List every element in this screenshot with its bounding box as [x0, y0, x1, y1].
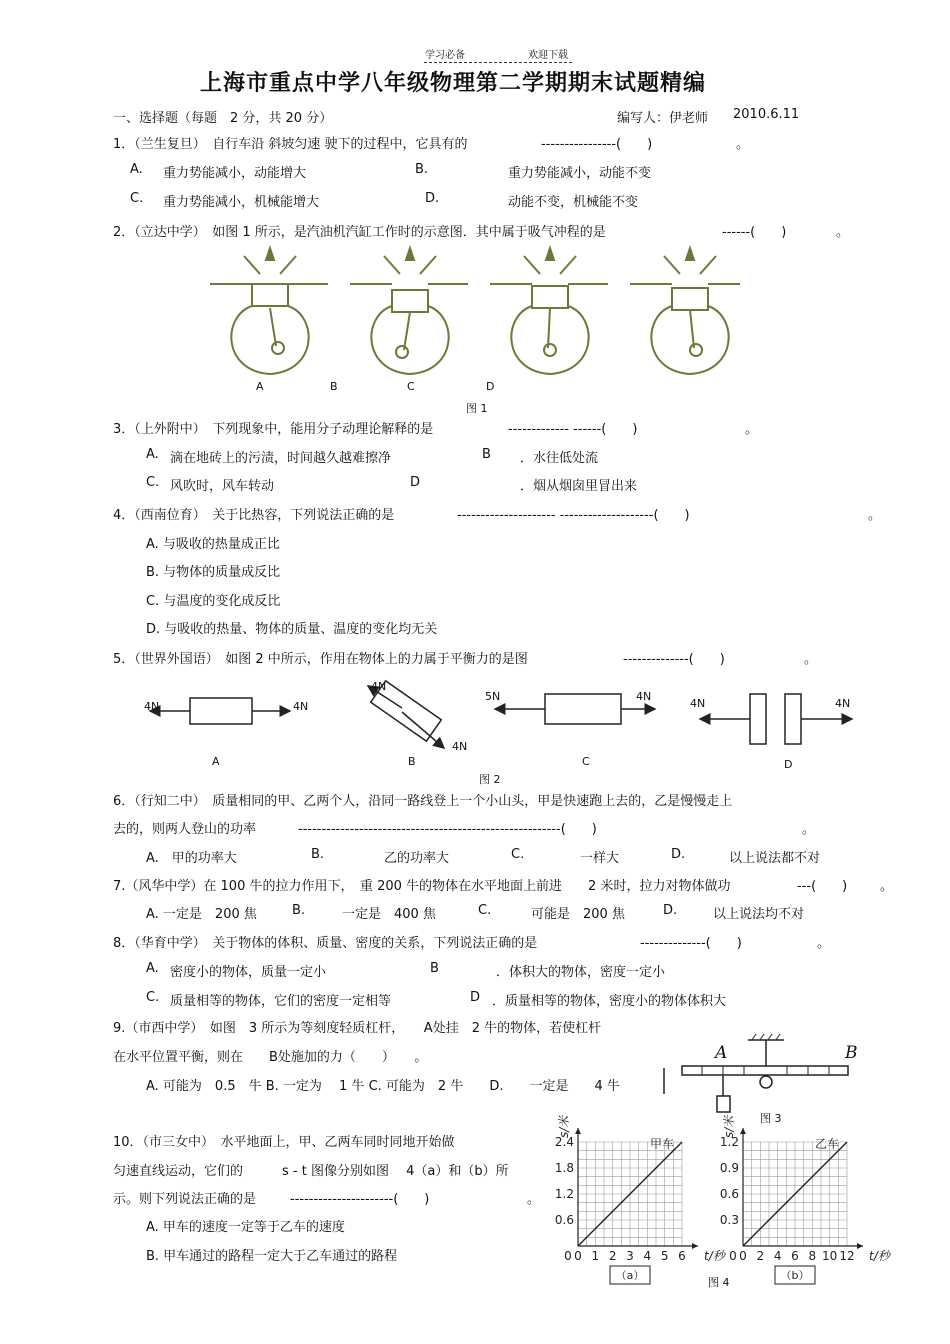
y-axis-arrow [575, 1128, 581, 1134]
q2-blank: ------( ) [722, 225, 787, 240]
q8-option-a-letter: A. [146, 961, 159, 976]
q6-option-b-letter: B. [311, 847, 325, 862]
q1-option-d: 动能不变，机械能不变 [508, 195, 639, 210]
q8-option-c: 质量相等的物体，它们的密度一定相等 [170, 994, 392, 1009]
q1-option-b: 重力势能减小，动能不变 [508, 166, 652, 181]
y-tick-label: 1.8 [554, 1161, 574, 1175]
fig1-label-a: A [256, 380, 264, 393]
q6-blank: --------------------------------------------------------( ) [298, 822, 597, 837]
x-axis-arrow [692, 1243, 698, 1249]
x-tick-label: 12 [839, 1249, 855, 1263]
q8-blank: --------------( ) [640, 936, 742, 951]
q1-option-a-letter: A. [130, 162, 143, 177]
fig2-caption: 图 2 [479, 773, 501, 786]
y-axis-label: s/米 [557, 1115, 571, 1138]
header-rule [424, 62, 572, 63]
q4-option-d: D. 与吸收的热量、物体的质量、温度的变化均无关 [146, 622, 438, 637]
fig2-a-right-force: 4N [293, 700, 309, 713]
fig2-label-a: A [212, 755, 220, 768]
fig1-label-c: C [407, 380, 415, 393]
q7-option-a: A. 一定是 200 焦 [146, 907, 257, 922]
q9-options: A. 可能为 0.5 牛 B. 一定为 1 牛 C. 可能为 2 牛 D. 一定是 4 牛 [146, 1079, 620, 1094]
q8-option-b: ．体积大的物体，密度一定小 [496, 965, 666, 980]
q5-blank: --------------( ) [623, 652, 725, 667]
fig1-label-b: B [330, 380, 338, 393]
q6-option-c: 一样大 [580, 851, 620, 866]
q2-end: 。 [836, 225, 850, 240]
q3-stem: 3．（上外附中） 下列现象中，能用分子动理论解释的是 [113, 422, 434, 437]
fig3-caption: 图 3 [760, 1112, 782, 1125]
q10-option-b: B. 甲车通过的路程一定大于乙车通过的路程 [146, 1249, 398, 1264]
q9-line2: 在水平位置平衡，则在 B处施加的力（ ） 。 [113, 1050, 428, 1065]
q2-stem: 2．（立达中学） 如图 1 所示，是汽油机汽缸工作时的示意图．其中属于吸气冲程的是 [113, 225, 606, 240]
q1-stem: 1．（兰生复旦） 自行车沿 斜坡匀速 驶下的过程中，它具有的 [113, 137, 468, 152]
q1-end: 。 [736, 137, 750, 152]
date: 2010.6.11 [733, 107, 800, 122]
fig2-c-right-force: 4N [636, 690, 652, 703]
fig4-caption: 图 4 [708, 1276, 730, 1289]
header-left: 学习必备 [425, 50, 465, 61]
header-right: 欢迎下载 [528, 50, 568, 61]
engine-c [490, 248, 608, 374]
x-tick-label: 5 [660, 1249, 669, 1263]
q3-option-a-letter: A. [146, 447, 159, 462]
fig3-label-b: B [845, 1043, 858, 1063]
fig1-label-d: D [486, 380, 495, 393]
q4-option-a: A. 与吸收的热量成正比 [146, 537, 280, 552]
q1-option-c: 重力势能减小，机械能增大 [163, 195, 320, 210]
x-tick-label: 2 [608, 1249, 617, 1263]
fig2-d-right-force: 4N [835, 697, 851, 710]
fig2-b-top-force: 4N [371, 680, 387, 693]
q7-end: 。 [880, 879, 894, 894]
q4-end: 。 [868, 508, 882, 523]
q7-blank: ---( ) [797, 879, 848, 894]
fig3-label-a: A [715, 1043, 728, 1063]
q3-option-b: ．水往低处流 [520, 451, 599, 466]
origin-label: 0 [564, 1249, 572, 1263]
q8-option-d-letter: D [470, 990, 481, 1005]
fig2-b-bottom-force: 4N [452, 740, 468, 753]
fig1-caption: 图 1 [466, 402, 488, 415]
chart-title: 甲车 [650, 1137, 675, 1151]
x-tick-label: 0 [574, 1249, 582, 1263]
y-tick-label: 0.3 [719, 1213, 739, 1227]
y-tick-label: 1.2 [554, 1187, 574, 1201]
fig2-label-b: B [408, 755, 416, 768]
q4-blank: --------------------- --------------------( ) [457, 508, 690, 523]
q7-stem: 7.（风华中学）在 100 牛的拉力作用下， 重 200 牛的物体在水平地面上前进 2 米时，拉力对物体做功 [113, 879, 731, 894]
q3-end: 。 [745, 422, 759, 437]
q6-option-d: 以上说法都不对 [729, 851, 821, 866]
x-tick-label: 2 [756, 1249, 765, 1263]
author: 编写人：伊老师 [617, 111, 709, 126]
x-axis-label: t/秒 [704, 1249, 725, 1263]
panel-label: （b） [780, 1269, 810, 1282]
engine-a [210, 248, 328, 374]
q8-option-c-letter: C. [146, 990, 160, 1005]
q4-option-b: B. 与物体的质量成反比 [146, 565, 281, 580]
origin-label: 0 [729, 1249, 737, 1263]
q10-option-a: A. 甲车的速度一定等于乙车的速度 [146, 1220, 345, 1235]
q6-end: 。 [802, 822, 816, 837]
x-tick-label: 1 [591, 1249, 600, 1263]
q1-option-a: 重力势能减小，动能增大 [163, 166, 307, 181]
q10-line2: 匀速直线运动，它们的 s - t 图像分别如图 4（a）和（b）所 [113, 1164, 509, 1179]
x-tick-label: 0 [739, 1249, 747, 1263]
q7-option-c-letter: C. [478, 903, 492, 918]
y-tick-label: 0.6 [554, 1213, 574, 1227]
q5-stem: 5．（世界外国语） 如图 2 中所示，作用在物体上的力属于平衡力的是图 [113, 652, 528, 667]
page-title: 上海市重点中学八年级物理第二学期期末试题精编 [200, 71, 707, 96]
y-tick-label: 1.2 [719, 1135, 739, 1149]
fig2-d-left-force: 4N [690, 697, 706, 710]
fig2-c-left-force: 5N [485, 690, 501, 703]
fig2-label-d: D [784, 758, 793, 771]
q1-option-d-letter: D. [425, 191, 440, 206]
q3-option-c: 风吹时，风车转动 [170, 479, 275, 494]
x-axis-arrow [857, 1243, 863, 1249]
fig2-a-left-force: 4N [144, 700, 160, 713]
q1-blank: ----------------( ) [541, 137, 653, 152]
q3-option-c-letter: C. [146, 475, 160, 490]
x-tick-label: 4 [773, 1249, 782, 1263]
q3-option-d: ．烟从烟囱里冒出来 [520, 479, 638, 494]
panel-label: （a） [615, 1269, 645, 1282]
q3-option-a: 滴在地砖上的污渍，时间越久越难擦净 [170, 451, 392, 466]
q6-option-a: A. 甲的功率大 [146, 851, 237, 866]
x-tick-label: 6 [678, 1249, 686, 1263]
q6-option-c-letter: C. [511, 847, 525, 862]
q5-end: 。 [804, 652, 818, 667]
figure-2-forces [140, 676, 865, 776]
q6-option-d-letter: D. [671, 847, 686, 862]
q7-option-c: 可能是 200 焦 [531, 907, 625, 922]
q10-line1: 10．（市三女中） 水平地面上，甲、乙两车同时同地开始做 [113, 1135, 455, 1150]
section-heading: 一、选择题（每题 2 分，共 20 分） [113, 111, 333, 126]
q4-option-c: C. 与温度的变化成反比 [146, 594, 281, 609]
q8-end: 。 [817, 936, 831, 951]
fig2-label-c: C [582, 755, 590, 768]
q7-option-b: 一定是 400 焦 [342, 907, 436, 922]
engine-d [630, 248, 740, 374]
y-tick-label: 0.6 [719, 1187, 739, 1201]
q10-end: 。 [527, 1192, 541, 1207]
q3-option-d-letter: D [410, 475, 421, 490]
q7-option-d-letter: D. [663, 903, 678, 918]
q1-option-c-letter: C. [130, 191, 144, 206]
q3-blank: ------------- ------( ) [508, 422, 638, 437]
q10-line3: 示。则下列说法正确的是 [113, 1192, 257, 1207]
engine-b [350, 248, 468, 374]
figure-1-engines [210, 246, 740, 381]
x-tick-label: 8 [808, 1249, 817, 1263]
y-tick-label: 0.9 [719, 1161, 739, 1175]
q6-line1: 6．（行知二中） 质量相同的甲、乙两个人，沿同一路线登上一个小山头，甲是快速跑上去的，乙是慢慢走上 [113, 794, 733, 809]
chart-title: 乙车 [815, 1137, 840, 1151]
q1-option-b-letter: B. [415, 162, 429, 177]
q4-stem: 4．（西南位育） 关于比热容，下列说法正确的是 [113, 508, 395, 523]
y-axis-arrow [740, 1128, 746, 1134]
x-axis-label: t/秒 [869, 1249, 890, 1263]
q8-option-d: ．质量相等的物体，密度小的物体体积大 [492, 994, 727, 1009]
x-tick-label: 10 [822, 1249, 838, 1263]
x-tick-label: 6 [791, 1249, 799, 1263]
q6-option-b: 乙的功率大 [384, 851, 450, 866]
q8-option-b-letter: B [430, 961, 439, 976]
q7-option-b-letter: B. [292, 903, 306, 918]
q10-blank: ----------------------( ) [290, 1192, 430, 1207]
q7-option-d: 以上说法均不对 [713, 907, 805, 922]
q8-stem: 8．（华育中学） 关于物体的体积、质量、密度的关系，下列说法正确的是 [113, 936, 538, 951]
q9-line1: 9.（市西中学） 如图 3 所示为等刻度轻质杠杆， A处挂 2 牛的物体，若使杠杆 [113, 1021, 602, 1036]
q3-option-b-letter: B [482, 447, 491, 462]
x-tick-label: 4 [643, 1249, 652, 1263]
q8-option-a: 密度小的物体，质量一定小 [170, 965, 327, 980]
y-axis-label: s/米 [722, 1115, 736, 1138]
y-tick-label: 2.4 [554, 1135, 574, 1149]
x-tick-label: 3 [626, 1249, 634, 1263]
q6-line2: 去的，则两人登山的功率 [113, 822, 257, 837]
